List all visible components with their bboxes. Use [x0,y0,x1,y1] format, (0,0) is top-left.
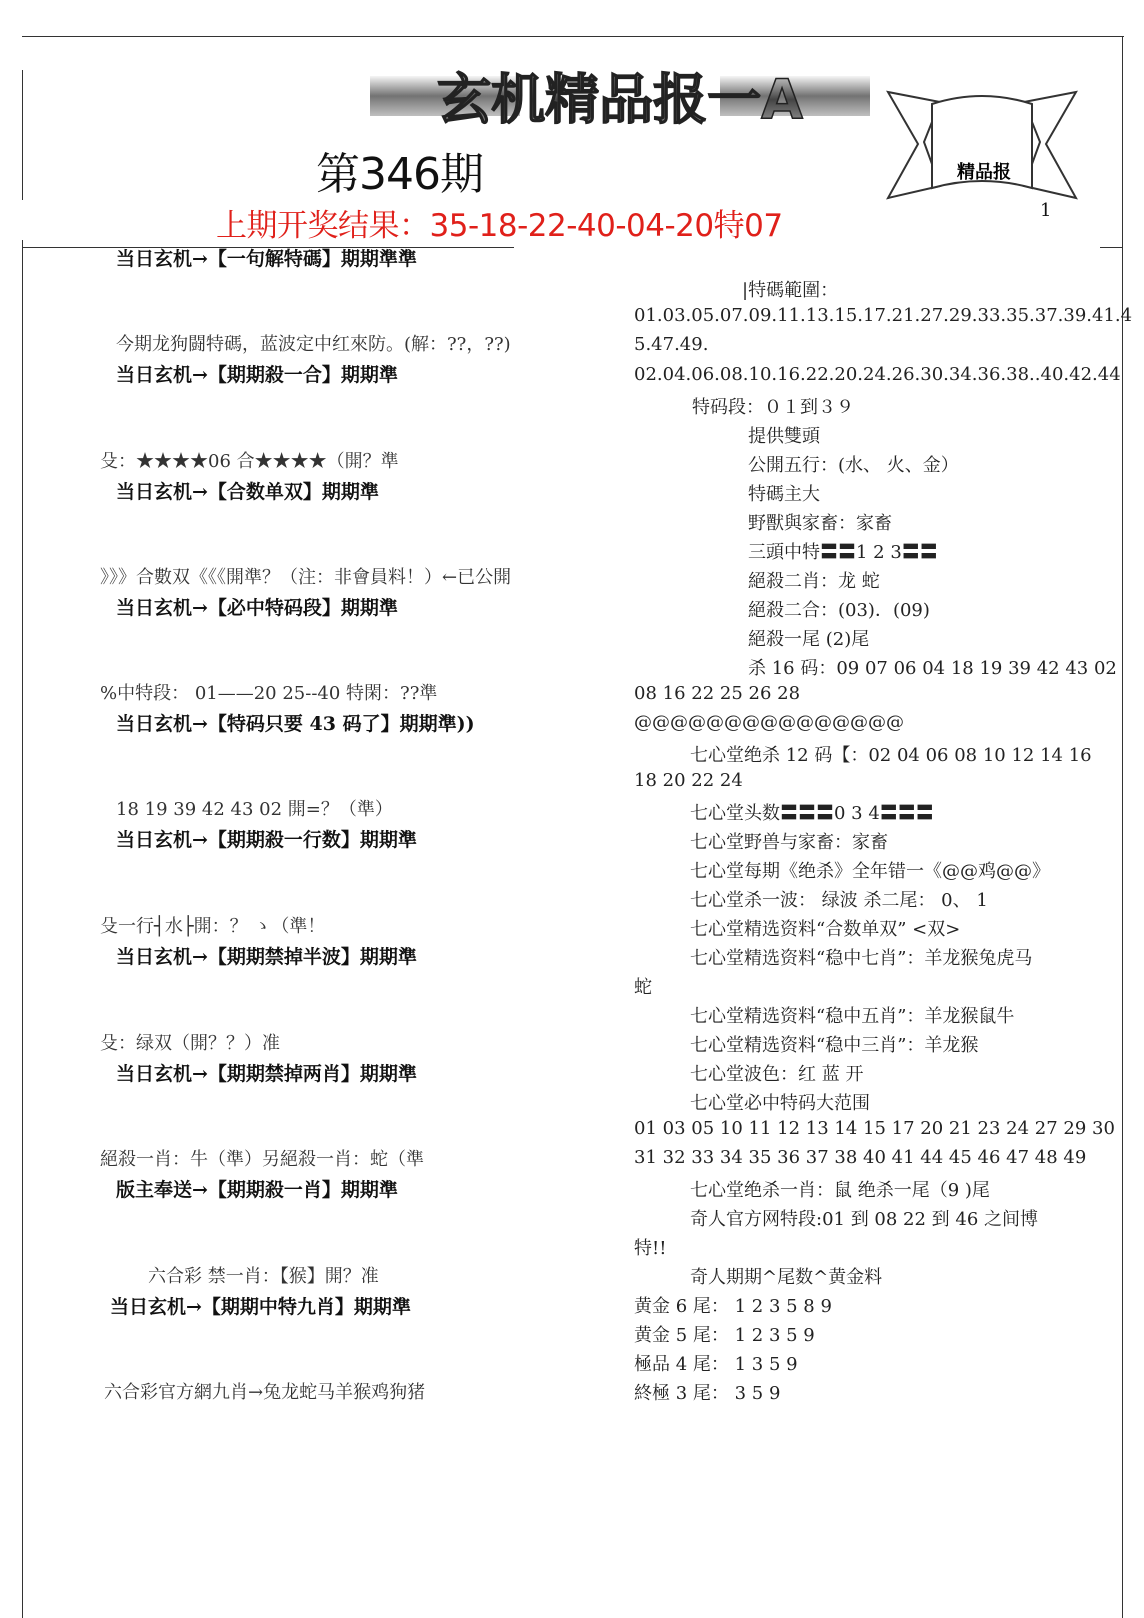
right-line: 七心堂精选资料“稳中五肖”：羊龙猴鼠牛 [690,1006,1015,1027]
left-line-9: 版主奉送→【期期殺一肖】期期準 [116,1179,398,1201]
left-hint-9: 絕殺一肖：牛（準）另絕殺一肖：蛇（準 [100,1149,424,1170]
left-line-2: 当日玄机→【期期殺一合】期期準 [116,364,398,386]
frame-left [22,70,23,200]
last-result: 上期开奖结果：35-18-22-40-04-20特07 [216,208,783,244]
right-line: 01.03.05.07.09.11.13.15.17.21.27.29.33.35.37.39.41.4 [634,305,1133,326]
right-line: 七心堂波色：红 蓝 开 [690,1064,864,1085]
right-line: 公開五行：(水、 火、金） [748,455,959,476]
right-line: 02.04.06.08.10.16.22.20.24.26.30.34.36.38..40.42.44 [634,364,1121,385]
left-hint-3: 殳：★★★★06 合★★★★（開？準 [100,451,399,472]
left-line-1: 当日玄机→【一句解特碼】期期準準 [116,248,417,270]
left-hint-5: %中特段： 01——20 25--40 特閑：??準 [100,683,438,704]
right-line: 七心堂头数〓〓〓0 3 4〓〓〓 [690,803,934,824]
left-hint-8: 殳：绿双（開？？）准 [100,1033,280,1054]
right-line: 黄金 5 尾： 1 2 3 5 9 [634,1325,815,1346]
right-line: 特碼主大 [748,484,820,505]
left-hint-6: 18 19 39 42 43 02 開=？（準） [116,799,393,820]
left-line-3: 当日玄机→【合数单双】期期準 [116,481,379,503]
right-line: |特碼範圍： [742,280,839,301]
right-line: 七心堂必中特码大范围 [690,1093,870,1114]
right-line: 七心堂野兽与家畜：家畜 [690,832,888,853]
ribbon-label: 精品报 [957,162,1011,183]
page-number: 1 [1040,200,1052,221]
right-line: 野獸與家畜：家畜 [748,513,892,534]
right-line: 絕殺二肖：龙 蛇 [748,571,880,592]
left-hint-10: 六合彩 禁一肖：【猴】開？准 [148,1266,379,1287]
right-line: 絕殺一尾 (2)尾 [748,629,870,650]
right-line: 絕殺二合：(03)．(09) [748,600,930,621]
right-line: 奇人期期^尾数^黄金料 [690,1267,883,1288]
right-line: 01 03 05 10 11 12 13 14 15 17 20 21 23 24 27 29 30 [634,1118,1115,1139]
right-line: 杀 16 码：09 07 06 04 18 19 39 42 43 02 [748,658,1117,679]
left-hint-4: 》》》合數双《《《開準？（注：非會員料！）←已公開 [100,567,512,588]
left-line-7: 当日玄机→【期期禁掉半波】期期準 [116,946,417,968]
right-line: 終極 3 尾： 3 5 9 [634,1383,781,1404]
right-line: 七心堂绝杀 12 码【：02 04 06 08 10 12 14 16 [690,745,1092,766]
left-hint-7: 殳一行┤水├開：？ ゝ（準！ [100,916,326,937]
banner-text: 玄机精品报一A [437,68,803,131]
right-line: 18 20 22 24 [634,770,743,791]
right-line: 蛇 [634,977,652,998]
right-line: 特!! [634,1238,667,1259]
left-line-10: 当日玄机→【期期中特九肖】期期準 [110,1296,411,1318]
right-line: 31 32 33 34 35 36 37 38 40 41 44 45 46 47 48 49 [634,1147,1087,1168]
right-line: @@@@@@@@@@@@@@@ [634,712,904,733]
frame-right [1122,36,1123,1618]
issue-number: 第346期 [316,149,483,200]
right-line: 08 16 22 25 26 28 [634,683,801,704]
right-line: 七心堂杀一波： 绿波 杀二尾： 0、 1 [690,890,988,911]
right-line: 七心堂每期《绝杀》全年错一《@@鸡@@》 [690,861,1050,882]
right-line: 特码段：０１到３９ [692,397,854,418]
left-hint-2: 今期龙狗闘特碼，蓝波定中红來防。(解：??，??) [116,334,511,355]
right-line: 七心堂绝杀一肖：鼠 绝杀一尾（9 )尾 [690,1180,990,1201]
ribbon-badge [884,82,1080,210]
right-line: 提供雙頭 [748,426,820,447]
right-line: 奇人官方网特段:01 到 08 22 到 46 之间博 [690,1209,1039,1230]
right-line: 三頭中特〓〓1 2 3〓〓 [748,542,938,563]
header-rule-right [1100,247,1122,248]
left-line-8: 当日玄机→【期期禁掉两肖】期期準 [116,1063,417,1085]
right-line: 七心堂精选资料“稳中三肖”：羊龙猴 [690,1035,979,1056]
right-line: 七心堂精选资料“合数单双” <双> [690,919,961,940]
left-footer: 六合彩官方網九肖→兔龙蛇马羊猴鸡狗猪 [104,1382,426,1403]
frame-left-lower [22,240,23,1618]
left-line-5: 当日玄机→【特码只要 43 码了】期期準)) [116,713,475,735]
right-line: 5.47.49. [634,334,709,355]
right-line: 七心堂精选资料“稳中七肖”：羊龙猴兔虎马 [690,948,1033,969]
left-line-4: 当日玄机→【必中特码段】期期準 [116,597,398,619]
right-line: 黄金 6 尾： 1 2 3 5 8 9 [634,1296,832,1317]
left-line-6: 当日玄机→【期期殺一行数】期期準 [116,829,417,851]
right-line: 極品 4 尾： 1 3 5 9 [634,1354,798,1375]
banner-title [370,48,910,140]
frame-top [22,36,1124,37]
